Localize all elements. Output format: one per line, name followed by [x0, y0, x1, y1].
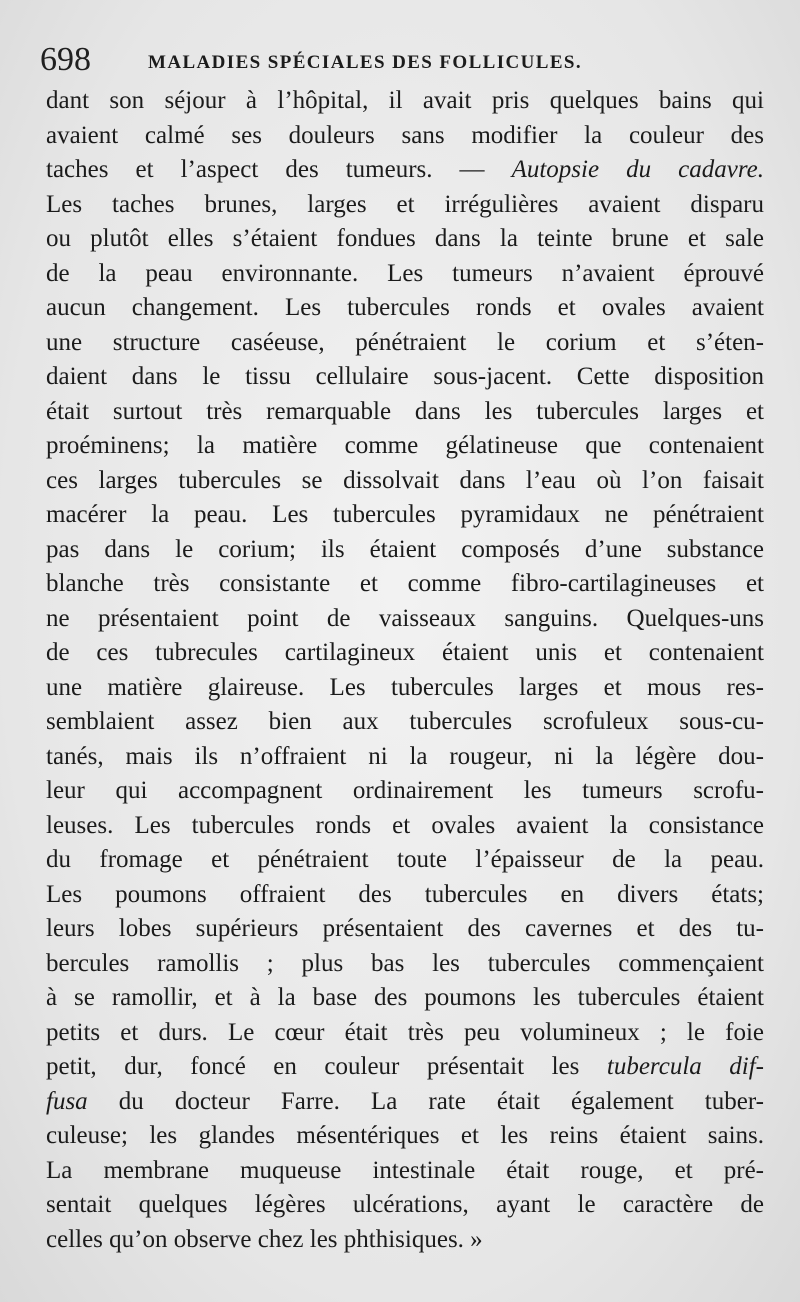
text-line: daient dans le tissu cellulaire sous-jacent. Cette disposition [46, 363, 764, 390]
italic-text: fusa [46, 1087, 88, 1115]
text-line: à se ramollir, et à la base des poumons les tubercules étaient [46, 984, 764, 1011]
italic-text: Autopsie du cadavre. [511, 156, 764, 183]
text-line: leuses. Les tubercules ronds et ovales avaient la consistance [46, 811, 764, 839]
text-line: était surtout très remarquable dans les tubercules larges et [46, 397, 764, 425]
text-line: du fromage et pénétraient toute l’épaisseur de la peau. [46, 846, 764, 873]
text-line: ces larges tubercules se dissolvait dans l’eau où l’on faisait [46, 466, 764, 494]
text-line: celles qu’on observe chez les phthisiques. » [46, 1225, 483, 1253]
text-line: La membrane muqueuse intestinale était rouge, et pré- [46, 1156, 764, 1184]
bleed-through-text [598, 1230, 601, 1252]
text-line: leurs lobes supérieurs présentaient des cavernes et des tu- [46, 915, 764, 942]
text-line: petits et durs. Le cœur était très peu volumineux ; le foie [46, 1018, 764, 1046]
text-line: leur qui accompagnent ordinairement les tumeurs scrofu- [46, 777, 764, 804]
text-line: avaient calmé ses douleurs sans modifier la couleur des [46, 121, 764, 149]
text-line: aucun changement. Les tubercules ronds et ovales avaient [46, 294, 764, 321]
text-line: ou plutôt elles s’étaient fondues dans la teinte brune et sale [46, 225, 764, 252]
text-line: Les taches brunes, larges et irrégulières avaient disparu [46, 190, 764, 218]
text-line: fusa du docteur Farre. La rate était également tuber- [46, 1087, 764, 1115]
text-line: macérer la peau. Les tubercules pyramidaux ne pénétraient [46, 501, 764, 528]
italic-text: tubercula dif- [606, 1053, 764, 1080]
text-line: ne présentaient point de vaisseaux sanguins. Quelques-uns [46, 604, 764, 632]
text-line: sentait quelques légères ulcérations, ayant le caractère de [46, 1191, 764, 1218]
text-line: pas dans le corium; ils étaient composés d’une substance [46, 535, 764, 563]
text-line: taches et l’aspect des tumeurs. — Autopsie du cadavre. [46, 156, 764, 183]
text-line: blanche très consistante et comme fibro-cartilagineuses et [46, 570, 764, 597]
text-line: de ces tubrecules cartilagineux étaient unis et contenaient [46, 639, 764, 666]
text-line: proéminens; la matière comme gélatineuse que contenaient [46, 432, 764, 459]
page-header [40, 38, 760, 88]
text-line: petit, dur, foncé en couleur présentait les tubercula dif- [46, 1053, 764, 1080]
text-line: dant son séjour à l’hôpital, il avait pris quelques bains qui [46, 87, 764, 114]
text-line: une matière glaireuse. Les tubercules larges et mous res- [46, 673, 764, 701]
running-head: MALADIES SPÉCIALES DES FOLLICULES. [148, 52, 583, 73]
text-line: Les poumons offraient des tubercules en divers états; [46, 880, 764, 908]
page-number: 698 [40, 41, 91, 78]
text-line: culeuse; les glandes mésentériques et les reins étaient sains. [46, 1122, 764, 1149]
body-text [46, 84, 764, 1257]
text-line: une structure caséeuse, pénétraient le corium et s’éten- [46, 328, 764, 356]
text-line: bercules ramollis ; plus bas les tubercules commençaient [46, 949, 764, 977]
text-line: tanés, mais ils n’offraient ni la rougeur, ni la légère dou- [46, 742, 764, 770]
text-line: de la peau environnante. Les tumeurs n’avaient éprouvé [46, 259, 764, 287]
text-line: semblaient assez bien aux tubercules scrofuleux sous-cu- [46, 708, 764, 735]
